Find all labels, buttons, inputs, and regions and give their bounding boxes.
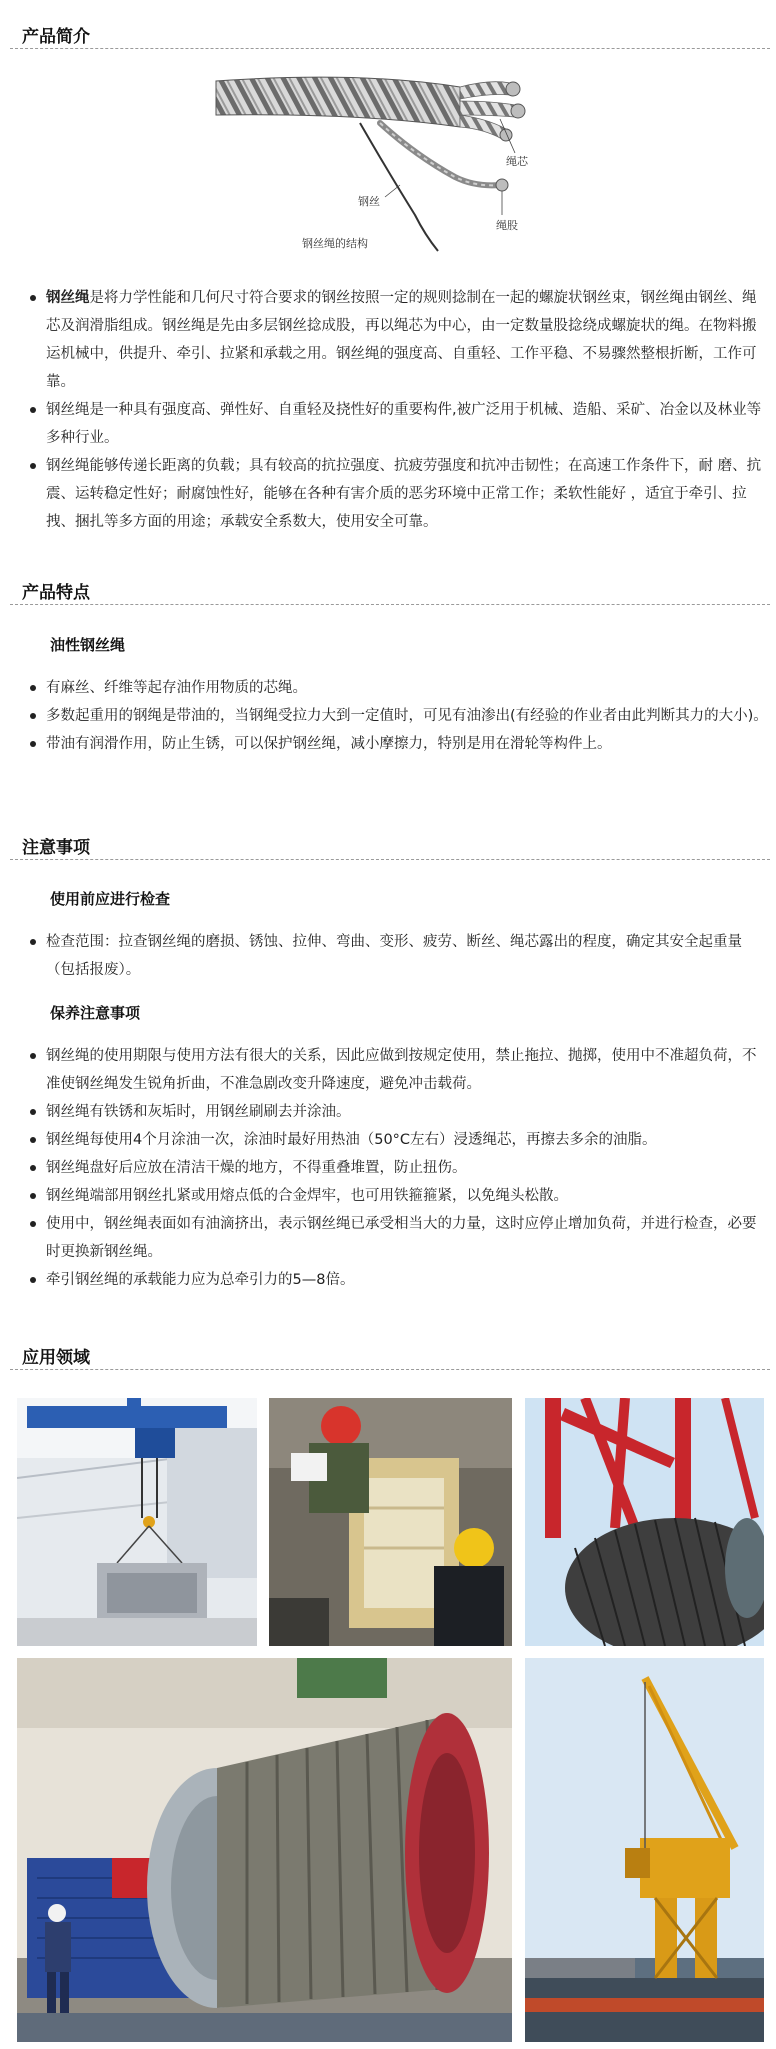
list-item: 钢丝绳是一种具有强度高、弹性好、自重轻及挠性好的重要构件,被广泛用于机械、造船、采矿、冶金以及林业等多种行业。 xyxy=(22,396,770,452)
label-wire: 钢丝 xyxy=(358,195,380,208)
list-item: 钢丝绳有铁锈和灰垢时，用钢丝刷刷去并涂油。 xyxy=(22,1098,770,1126)
list-item: 钢丝绳每使用4个月涂油一次，涂油时最好用热油（50°C左右）浸透绳芯，再擦去多余的油脂。 xyxy=(22,1126,770,1154)
maintenance-list xyxy=(22,1042,770,1294)
photo-red-crane-drum xyxy=(525,1398,764,1646)
subheading-maintenance: 保养注意事项 xyxy=(50,1004,141,1022)
subheading-precheck: 使用前应进行检查 xyxy=(50,890,171,908)
label-strand: 绳股 xyxy=(496,219,518,232)
diagram-caption: 钢丝绳的结构 xyxy=(302,237,368,250)
list-item: 带油有润滑作用，防止生锈，可以保护钢丝绳，减小摩擦力，特别是用在滑轮等构件上。 xyxy=(22,730,770,758)
section-title-intro: 产品简介 xyxy=(22,27,90,47)
list-item: 钢丝绳能够传递长距离的负载；具有较高的抗拉强度、抗疲劳强度和抗冲击韧性；在高速工作条件下，耐 磨、抗震、运转稳定性好；耐腐蚀性好，能够在各种有害介质的恶劣环境中正常工作；柔软性能好 ，适宜于牵引、拉拽、捆扎等多方面的用途；承载安全系数大，使用安全可靠。 xyxy=(22,452,770,536)
subheading-oil-rope: 油性钢丝绳 xyxy=(50,636,126,654)
intro-list xyxy=(22,284,770,536)
label-rope-core: 绳芯 xyxy=(506,155,528,168)
features-list xyxy=(22,674,770,758)
section-title-features: 产品特点 xyxy=(22,583,90,603)
photo-elevator-workers xyxy=(269,1398,512,1646)
list-item: 多数起重用的钢绳是带油的，当钢绳受拉力大到一定值时，可见有油渗出(有经验的作业者由此判断其力的大小)。 xyxy=(22,702,770,730)
list-item: 钢丝绳是将力学性能和几何尺寸符合要求的钢丝按照一定的规则捻制在一起的螺旋状钢丝束，钢丝绳由钢丝、绳芯及润滑脂组成。钢丝绳是先由多层钢丝捻成股，再以绳芯为中心，由一定数量股捻绕成螺旋状的绳。在物料搬运机械中，供提升、牵引、拉紧和承载之用。钢丝绳的强度高、自重轻、工作平稳、不易骤然整根折断，工作可靠。 xyxy=(22,284,770,396)
list-item: 使用中，钢丝绳表面如有油滴挤出，表示钢丝绳已承受相当大的力量，这时应停止增加负荷，并进行检查，必要时更换新钢丝绳。 xyxy=(22,1210,770,1266)
photo-overhead-crane xyxy=(17,1398,257,1646)
section-divider xyxy=(10,859,770,860)
section-divider xyxy=(10,604,770,605)
list-item: 检查范围：拉查钢丝绳的磨损、锈蚀、拉伸、弯曲、变形、疲劳、断丝、绳芯露出的程度，确定其安全起重量（包括报废）。 xyxy=(22,928,770,984)
list-item: 钢丝绳盘好后应放在清洁干燥的地方，不得重叠堆置，防止扭伤。 xyxy=(22,1154,770,1182)
wire-rope-structure-diagram xyxy=(210,65,570,265)
section-divider xyxy=(10,48,770,49)
section-title-applications: 应用领域 xyxy=(22,1348,90,1368)
photo-cable-spool xyxy=(17,1658,512,2042)
list-item: 钢丝绳端部用钢丝扎紧或用熔点低的合金焊牢，也可用铁箍箍紧，以免绳头松散。 xyxy=(22,1182,770,1210)
list-item: 钢丝绳的使用期限与使用方法有很大的关系，因此应做到按规定使用，禁止拖拉、抛掷，使用中不准超负荷，不准使钢丝绳发生锐角折曲，不准急剧改变升降速度，避免冲击载荷。 xyxy=(22,1042,770,1098)
check-list xyxy=(22,928,770,984)
photo-harbor-crane xyxy=(525,1658,764,2042)
section-title-notes: 注意事项 xyxy=(22,838,90,858)
section-divider xyxy=(10,1369,770,1370)
list-item: 有麻丝、纤维等起存油作用物质的芯绳。 xyxy=(22,674,770,702)
list-item: 牵引钢丝绳的承载能力应为总牵引力的5—8倍。 xyxy=(22,1266,770,1294)
